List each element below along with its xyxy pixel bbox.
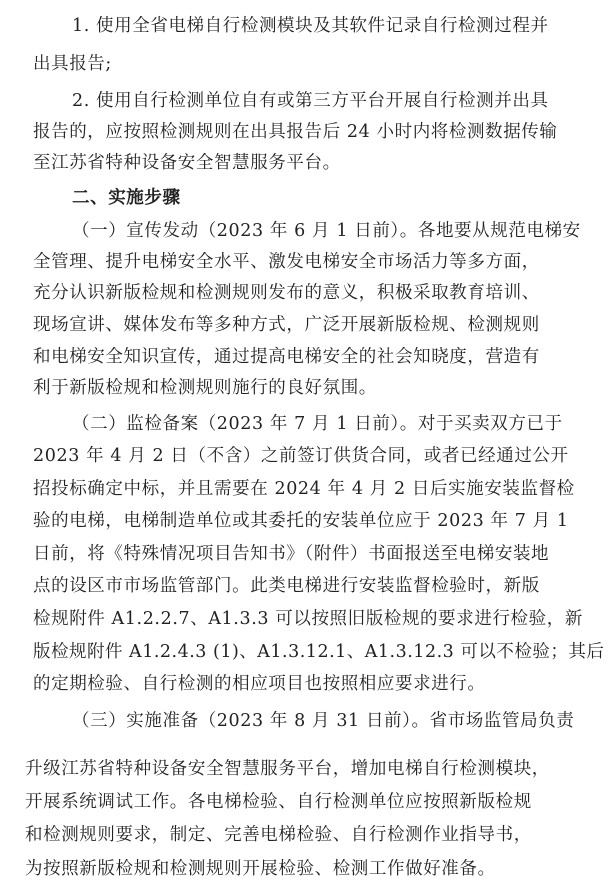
paragraph-1-line-4: 现场宣讲、媒体发布等多种方式，广泛开展新版检规、检测规则 (33, 315, 540, 335)
paragraph-2-line-9: 的定期检验、自行检测的相应项目也按照相应要求进行。 (33, 674, 486, 694)
section-heading-steps: 二、实施步骤 (72, 188, 181, 208)
paragraph-1-line-6: 利于新版检规和检测规则施行的良好氛围。 (33, 378, 377, 398)
paragraph-1-line-1: （一）宣传发动（2023 年 6 月 1 日前）。各地要从规范电梯安 (72, 221, 581, 241)
paragraph-2-line-8: 版检规附件 A1.2.4.3 (1)、A1.3.12.1、A1.3.12.3 可以不检验；其后 (33, 642, 605, 662)
paragraph-3-line-4: 和检测规则要求，制定、完善电梯检验、自行检测作业指导书， (25, 825, 532, 845)
paragraph-3-line-2: 升级江苏省特种设备安全智慧服务平台，增加电梯自行检测模块， (25, 759, 550, 779)
paragraph-2-line-3: 招投标确定中标，并且需要在 2024 年 4 月 2 日后实施安装监督检 (33, 479, 575, 499)
paragraph-2-line-1: （二）监检备案（2023 年 7 月 1 日前）。对于买卖双方已于 (72, 414, 563, 434)
paragraph-2-line-4: 验的电梯，电梯制造单位或其委托的安装单位应于 2023 年 7 月 1 (33, 511, 569, 531)
paragraph-1-line-3: 充分认识新版检规和检测规则发布的意义，积极采取教育培训、 (33, 283, 540, 303)
list-item-2-line-3: 至江苏省特种设备安全智慧服务平台。 (33, 153, 341, 173)
paragraph-2-line-5: 日前，将《特殊情况项目告知书》（附件）书面报送至电梯安装地 (33, 544, 550, 564)
paragraph-2-line-6: 点的设区市市场监管部门。此类电梯进行安装监督检验时，新版 (33, 576, 540, 596)
list-item-2-line-2: 报告的，应按照检测规则在出具报告后 24 小时内将检测数据传输 (33, 122, 558, 142)
paragraph-1-line-5: 和电梯安全知识宣传，通过提高电梯安全的社会知晓度，营造有 (33, 347, 540, 367)
list-item-1-line-2: 出具报告; (33, 54, 112, 74)
list-item-1-line-1: 1. 使用全省电梯自行检测模块及其软件记录自行检测过程并 (72, 16, 549, 36)
paragraph-2-line-2: 2023 年 4 月 2 日（不含）之前签订供货合同，或者已经通过公开 (33, 446, 569, 466)
paragraph-2-line-7: 检规附件 A1.2.2.7、A1.3.3 可以按照旧版检规的要求进行检验，新 (33, 609, 583, 629)
paragraph-1-line-2: 全管理、提升电梯安全水平、激发电梯安全市场活力等多方面， (33, 252, 540, 272)
list-item-2-line-1: 2. 使用自行检测单位自有或第三方平台开展自行检测并出具 (72, 91, 549, 111)
paragraph-3-line-5: 为按照新版检规和检测规则开展检验、检测工作做好准备。 (25, 859, 496, 879)
paragraph-3-line-3: 开展系统调试工作。各电梯检验、自行检测单位应按照新版检规 (25, 792, 532, 812)
paragraph-3-line-1: （三）实施准备（2023 年 8 月 31 日前）。省市场监管局负责 (72, 711, 575, 731)
